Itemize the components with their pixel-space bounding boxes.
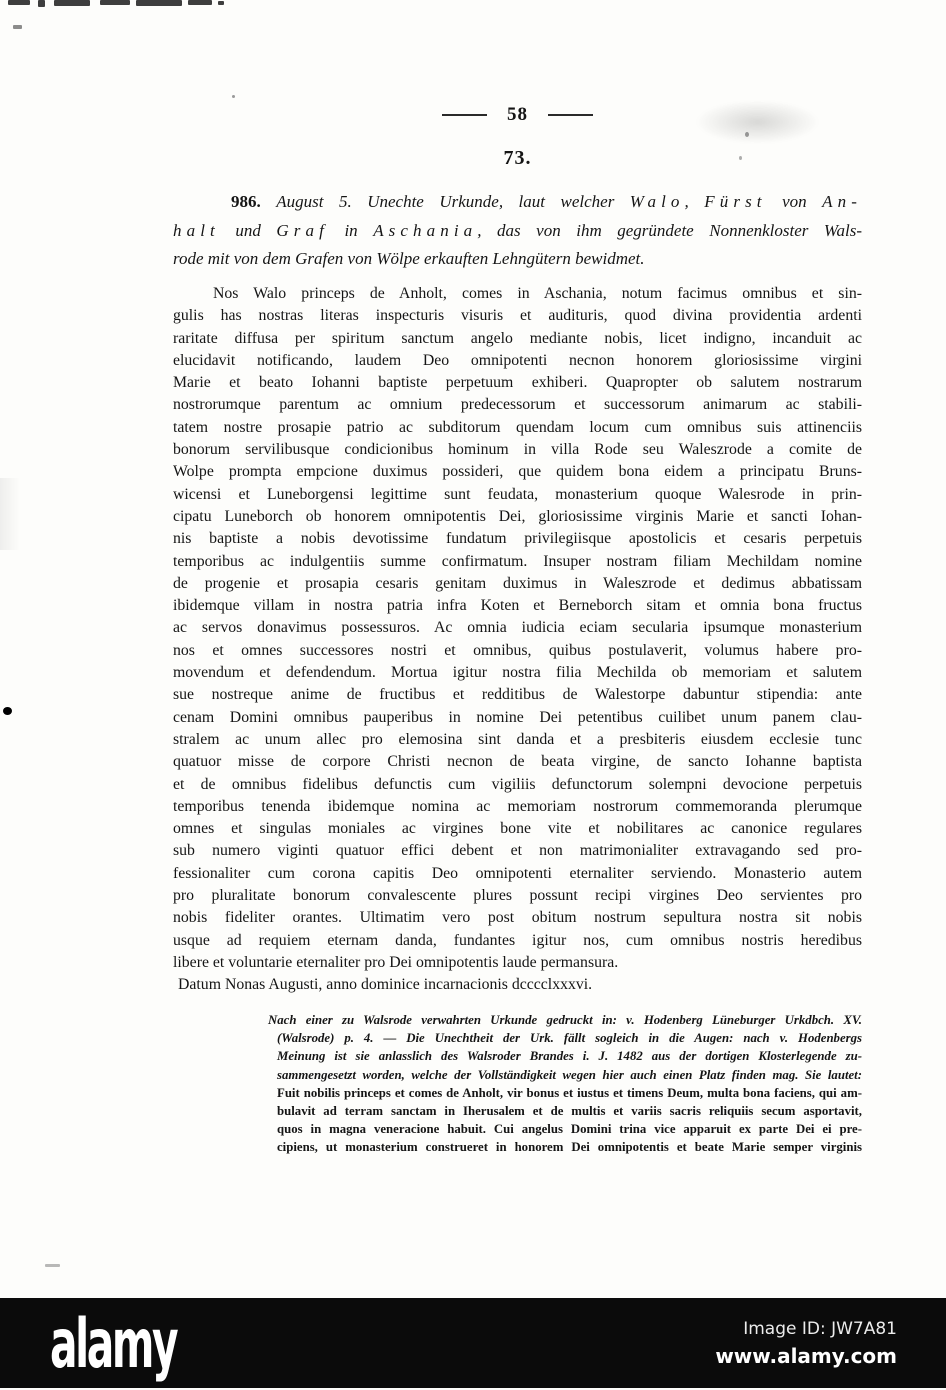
body-line: temporibus tenenda ibidemque nomina ac memoriam nostrorum commemoranda plerumque bbox=[173, 797, 862, 815]
scan-artifact-dot bbox=[232, 95, 235, 98]
scan-artifact-top-mark bbox=[136, 0, 182, 6]
heading-segment: und bbox=[219, 220, 277, 240]
heading-segment: halt bbox=[173, 220, 220, 240]
body-line: cenam Domini omnibus pauperibus in nomine Dei petentibus cuilibet unum panem clau- bbox=[173, 708, 862, 726]
heading-segment: , das von ihm gegründete Nonnenkloster Wals- bbox=[477, 220, 862, 240]
heading-segment: Fürst bbox=[704, 192, 767, 211]
body-line: elucidavit notificando, laudem Deo omnipotenti necnon honorem gloriosissime virgini bbox=[173, 351, 862, 369]
footnote-line: cipiens, ut monasterium construeret in honorem Dei omnipotentis et beate Marie semper virginis bbox=[277, 1140, 862, 1155]
scan-artifact-streak bbox=[0, 478, 20, 550]
body-line: ibidemque villam in nostra patria infra Koten et Berneborch sitam et omnia bona fructus bbox=[173, 597, 862, 615]
entry-number: 73. bbox=[503, 147, 532, 169]
heading-segment: , bbox=[684, 192, 705, 211]
body-line: bonorum servilibusque condicionibus hominum in villa Rode seu Waleszrode a comite de bbox=[173, 441, 862, 459]
scan-artifact-top-mark bbox=[54, 0, 90, 6]
body-line: cipatu Luneborch ob honorem omnipotentis Dei, gloriosissime virginis Marie et sancti Iohan- bbox=[173, 507, 862, 525]
body-line: gulis has nostras literas inspecturis visuris et audituris, quod divina providentia ardenti bbox=[173, 307, 862, 325]
body-line: de progenie et prosapia cesaris genitam duximus in Waleszrode et dedimus abbatissam bbox=[173, 574, 862, 592]
footnote bbox=[268, 1011, 862, 1157]
body-line: nos et omnes successores nostri et omnibus, quibus postulaverit, volumus habere pro- bbox=[173, 641, 862, 659]
body-line: nis baptiste a nobis devotissime fundatum privilegiisque apostolicis et cesaris perpetuis bbox=[173, 530, 862, 548]
heading-segment: Aschania bbox=[373, 220, 478, 240]
page-header bbox=[173, 104, 862, 126]
scan-artifact-dash bbox=[45, 1264, 60, 1267]
body-line: pro pluralitate bonorum convalescente plures possunt recipi virgines Deo servientes pro bbox=[173, 887, 862, 905]
heading-segment: in bbox=[328, 220, 374, 240]
body-line: tatem nostre prosapie patrio ac subditorum quendam locum cum omnibus suis attinenciis bbox=[173, 418, 862, 436]
body-line: movendum et defendendum. Mortua igitur nostra filia Mechilda ob memoriam et salutem bbox=[173, 664, 862, 682]
scan-artifact-top-mark bbox=[13, 25, 22, 29]
heading-segment: Graf bbox=[276, 220, 329, 240]
heading-segment: An- bbox=[822, 192, 863, 211]
body-line: sue nostreque anime de fructibus et redditibus de Walestorpe dabuntur stipendia: ante bbox=[173, 686, 862, 704]
body-line: fessionaliter cum corona capitis Deo omnipotenti eternaliter serviendo. Monasterio autem bbox=[173, 864, 862, 882]
charter-text bbox=[173, 283, 862, 997]
footnote-line: bulavit ad terram sanctam in Iherusalem et de multis et variis sacris reliquiis secum asportavit, bbox=[277, 1103, 862, 1118]
heading-segment: August 5. Unechte Urkunde, laut welcher bbox=[276, 192, 630, 211]
alamy-logo: alamy bbox=[50, 1305, 177, 1384]
body-line: et de omnibus fidelibus defunctis cum vigiliis defunctorum solempni devocione perpetuis bbox=[173, 775, 862, 793]
footnote-line: Fuit nobilis princeps et comes de Anholt, vir bonus et iustus et timens Deum, multa bona faciens, qui am- bbox=[277, 1085, 862, 1100]
body-line: temporibus ac indulgentiis summe confirmatum. Insuper nostram filiam Mechildam nomine bbox=[173, 552, 862, 570]
body-line: nobis fideliter orantes. Ultimatim vero post obitum nostrum sepultura nostra sit nobis bbox=[173, 909, 862, 927]
scan-artifact-top-mark bbox=[188, 0, 212, 5]
scan-artifact-top-mark bbox=[38, 0, 45, 7]
body-line: usque ad requiem eternam danda, fundantes igitur nos, cum omnibus nostris heredibus bbox=[173, 931, 862, 949]
heading-line bbox=[173, 217, 862, 246]
footnote-line: (Walsrode) p. 4. — Die Unechtheit der Urk. fällt sogleich in die Augen: nach v. Hodenbergs bbox=[277, 1031, 862, 1046]
entry-heading bbox=[173, 188, 862, 274]
watermark-info bbox=[715, 1298, 897, 1388]
body-line: ac servos donavimus possessuros. Ac omnia iudicia eciam secularia ipsumque monasterium bbox=[173, 619, 862, 637]
scan-artifact-bullet bbox=[3, 707, 12, 715]
heading-line bbox=[173, 188, 862, 217]
footnote-line: Meinung ist sie anlasslich des Walsroder Brandes i. J. 1482 aus der dortigen Klosterlegende zu- bbox=[277, 1049, 862, 1064]
heading-segment: 986. bbox=[231, 192, 277, 211]
heading-segment: rode mit von dem Grafen von Wölpe erkauften Lehngütern bewidmet. bbox=[173, 249, 645, 268]
body-line: Nos Walo princeps de Anholt, comes in Aschania, notum facimus omnibus et sin- bbox=[213, 285, 862, 302]
scan-artifact-top-mark bbox=[218, 1, 224, 5]
body-line: quatuor misse de corpore Christi necnon de beata virgine, de sancto Iohanne baptista bbox=[173, 753, 862, 771]
footnote-line: Nach einer zu Walsrode verwahrten Urkunde gedruckt in: v. Hodenberg Lüneburger Urkdbch. XV. bbox=[268, 1013, 862, 1027]
header-rule-right bbox=[548, 114, 593, 116]
alamy-watermark-bar bbox=[0, 1298, 946, 1388]
charter-lines bbox=[173, 283, 862, 974]
heading-segment: von bbox=[766, 192, 823, 211]
body-line: nostrorumque parentum ac omnium predecessorum et successorum animarum ac stabili- bbox=[173, 396, 862, 414]
body-line: Wolpe prompta empcione duximus possideri, que quidem bona eidem a principatu Bruns- bbox=[173, 463, 862, 481]
scan-artifact-top-mark bbox=[8, 0, 30, 5]
body-line: libere et voluntarie eternaliter pro Dei omnipotentis laude permansura. bbox=[173, 953, 619, 971]
body-line: wicensi et Luneborgensi legittime sunt feudata, monasterium quoque Walesrode in prin- bbox=[173, 485, 862, 503]
footnote-line: quos in magna veneracione habuit. Cui angelus Domini trina vice apparuit ex parte Dei ei pre- bbox=[277, 1122, 862, 1137]
heading-line bbox=[173, 245, 862, 274]
body-line: raritate diffusa per spiritum sanctum angelo mediante nobis, licet indigno, incanduit ac bbox=[173, 329, 862, 347]
page-number: 58 bbox=[507, 104, 528, 125]
body-line: omnes et singulas moniales ac virgines bone vite et nobilitares ac canonice regulares bbox=[173, 820, 862, 838]
heading-segment: Walo bbox=[629, 192, 685, 211]
scan-artifact-top-mark bbox=[100, 0, 130, 5]
scan-artifact-dot bbox=[745, 132, 749, 137]
body-line: sub numero viginti quatuor effici debent et non matrimonialiter extravagando sed pro- bbox=[173, 842, 862, 860]
header-rule-left bbox=[442, 114, 487, 116]
footnote-line: sammengesetzt worden, welche der Vollständigkeit wegen hier auch einen Platz finden mag. Sie lautet: bbox=[277, 1067, 862, 1082]
image-id-label: Image ID: JW7A81 bbox=[743, 1318, 897, 1339]
body-line: Marie et beato Iohanni baptiste perpetuum exhiberi. Quapropter ob salutem nostrarum bbox=[173, 374, 862, 392]
body-line: stralem ac unum allec pro elemosina sint danda et a presbiteris eiusdem ecclesie tunc bbox=[173, 730, 862, 748]
alamy-url: www.alamy.com bbox=[715, 1343, 897, 1368]
datum-line: Datum Nonas Augusti, anno dominice incarnacionis dcccclxxxvi. bbox=[178, 976, 593, 994]
